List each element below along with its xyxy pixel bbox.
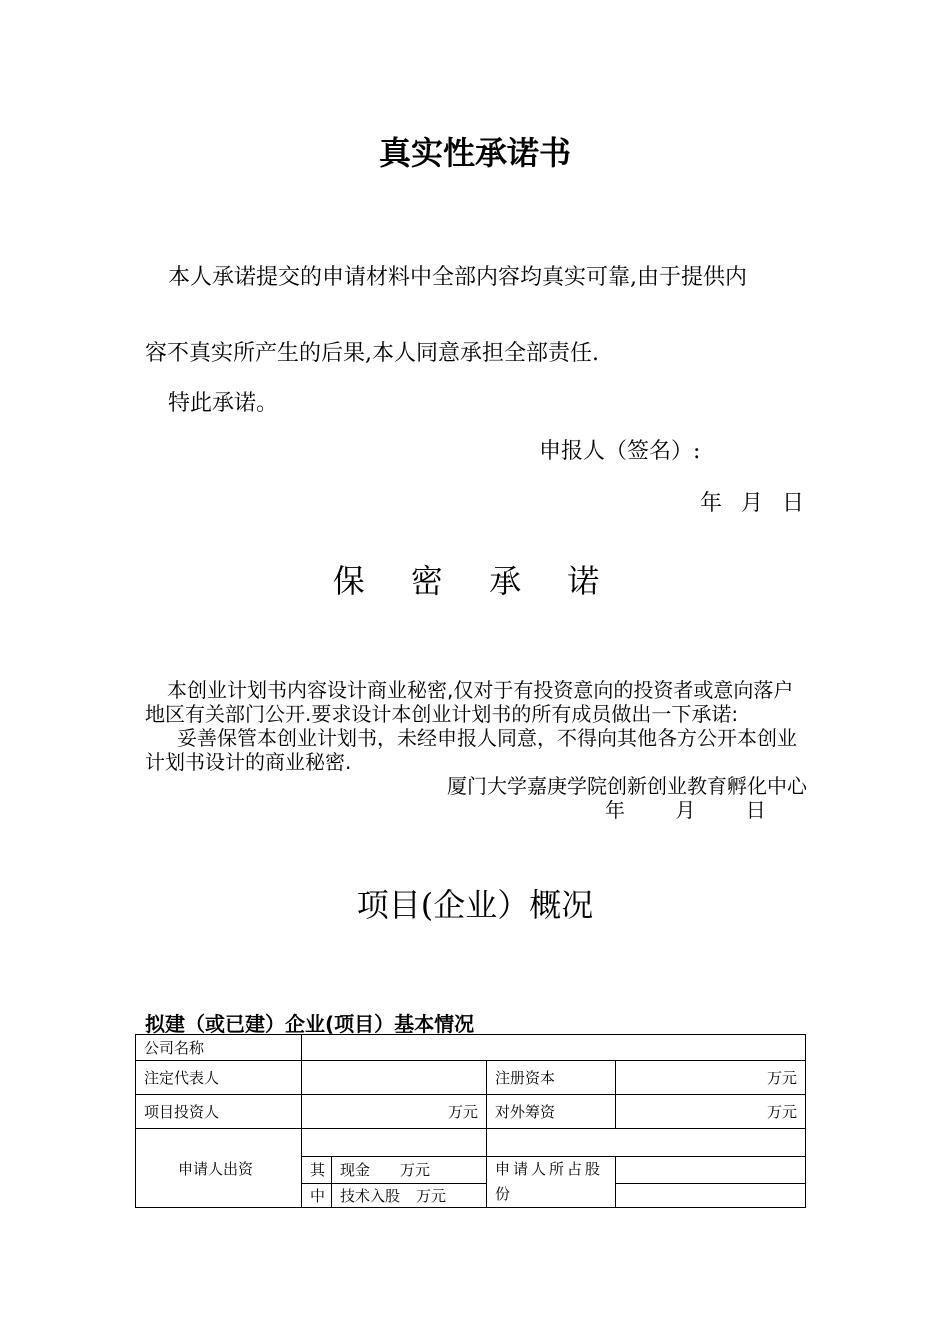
external-funding-label: 对外筹资 [487,1095,616,1129]
applicant-contribution-field[interactable] [302,1129,487,1157]
legal-representative-label: 注定代表人 [136,1061,302,1095]
applicant-signature-label: 申报人（签名）: [539,439,701,464]
unit-label: 万元 [767,1069,798,1087]
legal-representative-field[interactable] [302,1061,487,1095]
applicant-share-field-1[interactable] [616,1157,806,1184]
confidentiality-body [145,678,807,822]
cash-label: 现金 [340,1161,371,1180]
company-name-field[interactable] [302,1035,806,1061]
unit-label: 万元 [447,1103,478,1121]
of-which-label-1: 其 [302,1157,332,1184]
unit-label: 万元 [767,1103,798,1121]
overview-title: 项目(企业）概况 [356,886,594,924]
external-funding-field[interactable] [616,1095,806,1129]
project-investor-field[interactable] [302,1095,487,1129]
confidentiality-title: 保 密 承 诺 [332,562,618,600]
cash-field[interactable] [332,1157,487,1184]
unit-label: 万元 [400,1161,431,1180]
table-row [136,1129,806,1157]
project-investor-label: 项目投资人 [136,1095,302,1129]
confidentiality-pledge: 妥善保管本创业计划书，未经申报人同意，不得向其他各方公开本创业计划书设计的商业秘密. [145,726,797,774]
confidentiality-organization: 厦门大学嘉庚学院创新创业教育孵化中心 [447,774,807,798]
applicant-share-field-2[interactable] [616,1183,806,1207]
applicant-contribution-extra-field[interactable] [487,1129,806,1157]
truth-paragraph-line2: 容不真实所产生的后果,本人同意承担全部责任. [145,341,599,366]
basic-info-table [135,1034,806,1208]
unit-label: 万元 [416,1186,447,1205]
table-row [136,1035,806,1061]
confidentiality-date-line: 年 月 日 [605,798,766,822]
truth-paragraph-line1: 本人承诺提交的申请材料中全部内容均真实可靠,由于提供内 [168,265,747,290]
registered-capital-field[interactable] [616,1061,806,1095]
tech-shares-label: 技术入股 [340,1186,401,1205]
truth-date-line: 年 月 日 [700,491,804,516]
applicant-share-label: 申请人所占股份 [487,1157,616,1208]
registered-capital-label: 注册资本 [487,1061,616,1095]
of-which-label-2: 中 [302,1183,332,1207]
table-row [136,1061,806,1095]
company-name-label: 公司名称 [136,1035,302,1061]
truth-closing: 特此承诺。 [168,391,279,416]
basic-info-table-title: 拟建（或已建）企业(项目）基本情况 [145,1012,475,1036]
applicant-contribution-label: 申请人出资 [136,1129,302,1208]
table-row [136,1095,806,1129]
tech-shares-field[interactable] [332,1183,487,1207]
confidentiality-paragraph: 本创业计划书内容设计商业秘密,仅对于有投资意向的投资者或意向落户地区有关部门公开.要求设计本创业计划书的所有成员做出一下承诺: [145,678,794,726]
truth-commitment-title: 真实性承诺书 [378,134,571,172]
